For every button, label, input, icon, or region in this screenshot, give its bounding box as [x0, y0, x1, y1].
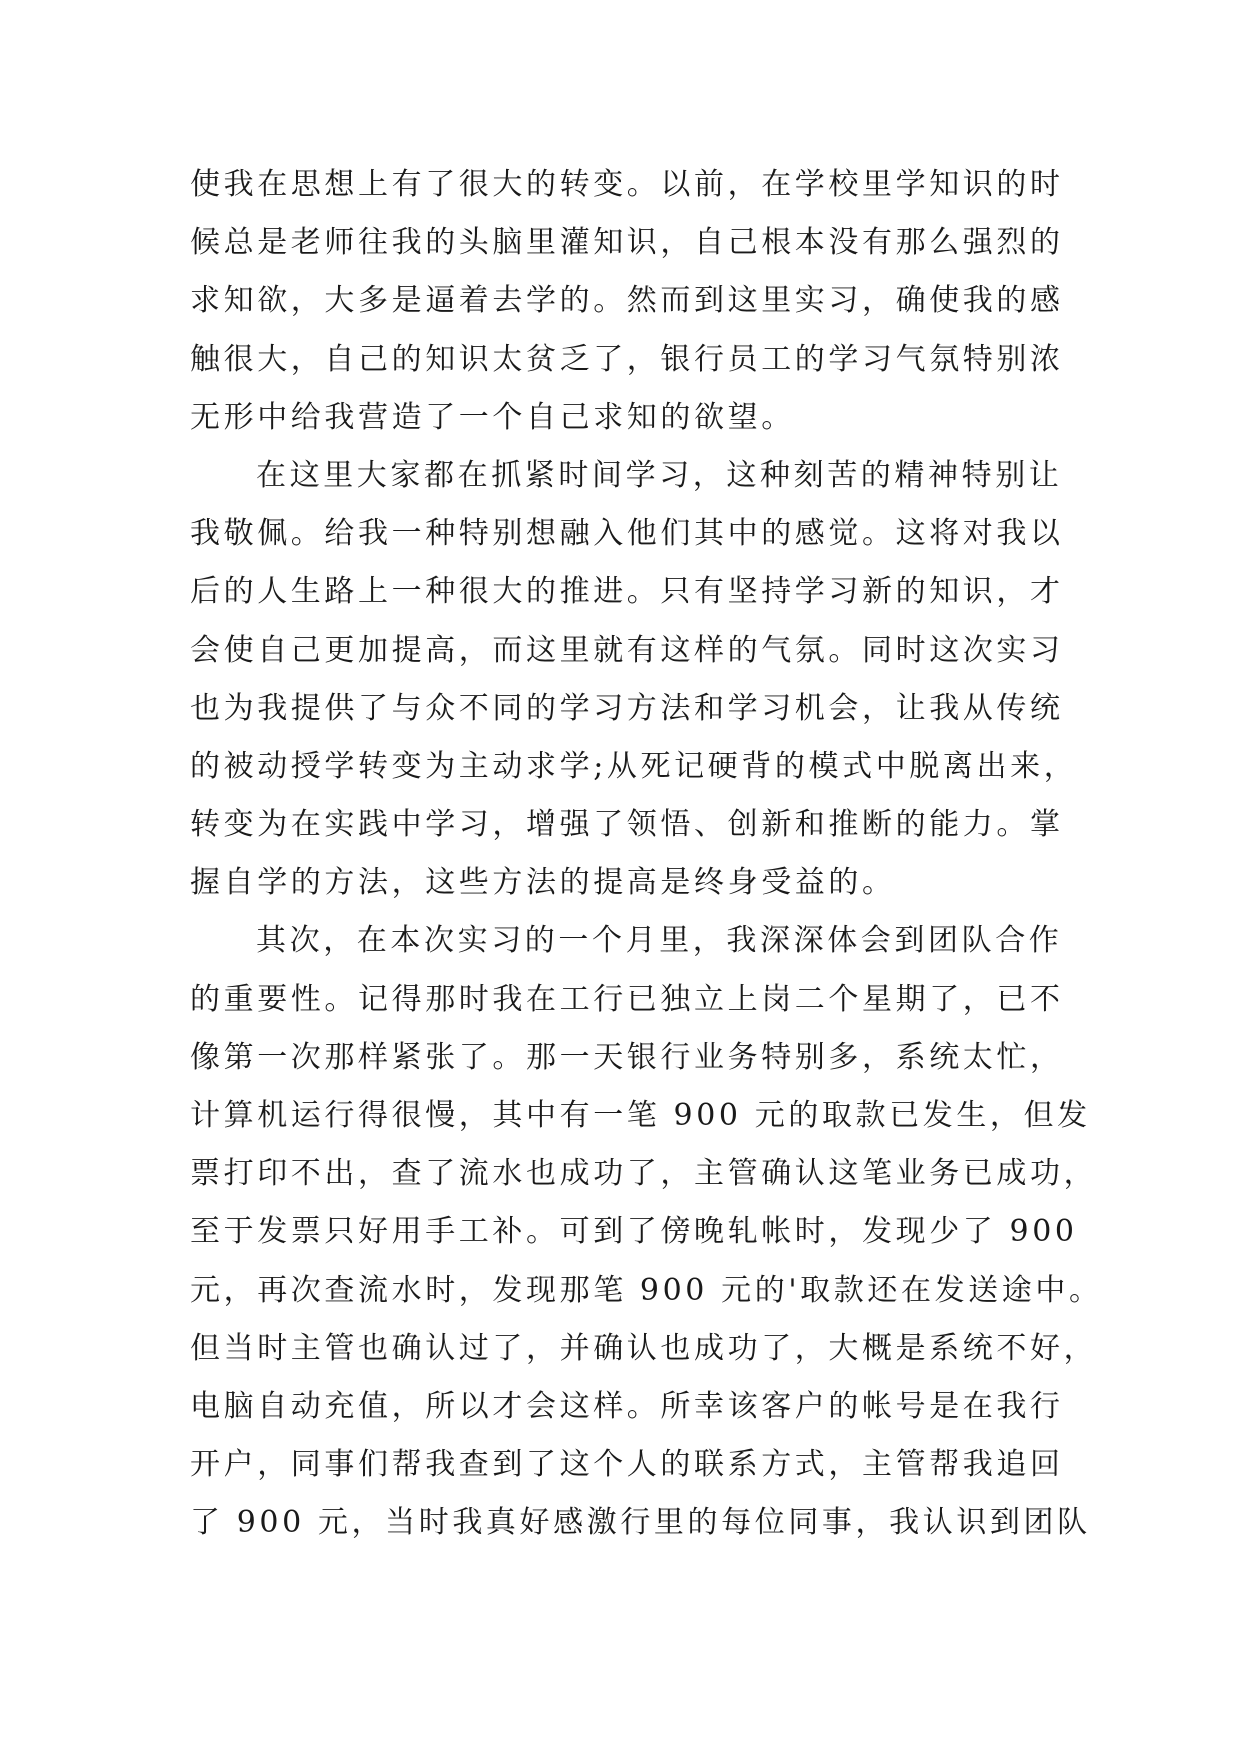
text-line: 转变为在实践中学习，增强了领悟、创新和推断的能力。掌: [190, 807, 1064, 843]
text-line: 后的人生路上一种很大的推进。只有坚持学习新的知识，才: [190, 574, 1064, 610]
text-line: 的被动授学转变为主动求学;从死记硬背的模式中脱离出来，: [190, 748, 1078, 784]
text-line: 票打印不出，查了流水也成功了，主管确认这笔业务已成功，: [190, 1156, 1098, 1192]
text-line: 但当时主管也确认过了，并确认也成功了，大概是系统不好，: [190, 1330, 1098, 1366]
text-line: 像第一次那样紧张了。那一天银行业务特别多，系统太忙，: [190, 1039, 1064, 1075]
paragraph-start-line: 其次，在本次实习的一个月里，我深深体会到团队合作: [256, 923, 1063, 959]
text-line: 握自学的方法，这些方法的提高是终身受益的。: [190, 865, 896, 901]
text-line: 了 900 元，当时我真好感激行里的每位同事，我认识到团队: [190, 1505, 1091, 1541]
text-line: 开户，同事们帮我查到了这个人的联系方式，主管帮我追回: [190, 1447, 1064, 1483]
text-line: 使我在思想上有了很大的转变。以前，在学校里学知识的时: [190, 167, 1064, 202]
text-line: 也为我提供了与众不同的学习方法和学习机会，让我从传统: [190, 690, 1064, 726]
text-line: 求知欲，大多是逼着去学的。然而到这里实习，确使我的感: [190, 283, 1064, 319]
paragraph-start-line: 在这里大家都在抓紧时间学习，这种刻苦的精神特别让: [256, 457, 1063, 493]
text-line: 的重要性。记得那时我在工行已独立上岗二个星期了，已不: [190, 981, 1064, 1017]
text-line: 触很大，自己的知识太贫乏了，银行员工的学习气氛特别浓: [190, 341, 1064, 377]
text-line: 至于发票只好用手工补。可到了傍晚轧帐时，发现少了 900: [190, 1214, 1078, 1250]
text-line: 计算机运行得很慢，其中有一笔 900 元的取款已发生，但发: [190, 1098, 1091, 1133]
text-line: 我敬佩。给我一种特别想融入他们其中的感觉。这将对我以: [190, 516, 1064, 552]
text-line: 无形中给我营造了一个自己求知的欲望。: [190, 399, 795, 435]
text-line: 候总是老师往我的头脑里灌知识，自己根本没有那么强烈的: [190, 225, 1064, 261]
text-line: 元，再次查流水时，发现那笔 900 元的'取款还在发送途中。: [190, 1272, 1103, 1308]
text-line: 会使自己更加提高，而这里就有这样的气氛。同时这次实习: [190, 632, 1064, 668]
body-text: [190, 156, 1103, 1553]
text-line: 电脑自动充值，所以才会这样。所幸该客户的帐号是在我行: [190, 1388, 1064, 1424]
